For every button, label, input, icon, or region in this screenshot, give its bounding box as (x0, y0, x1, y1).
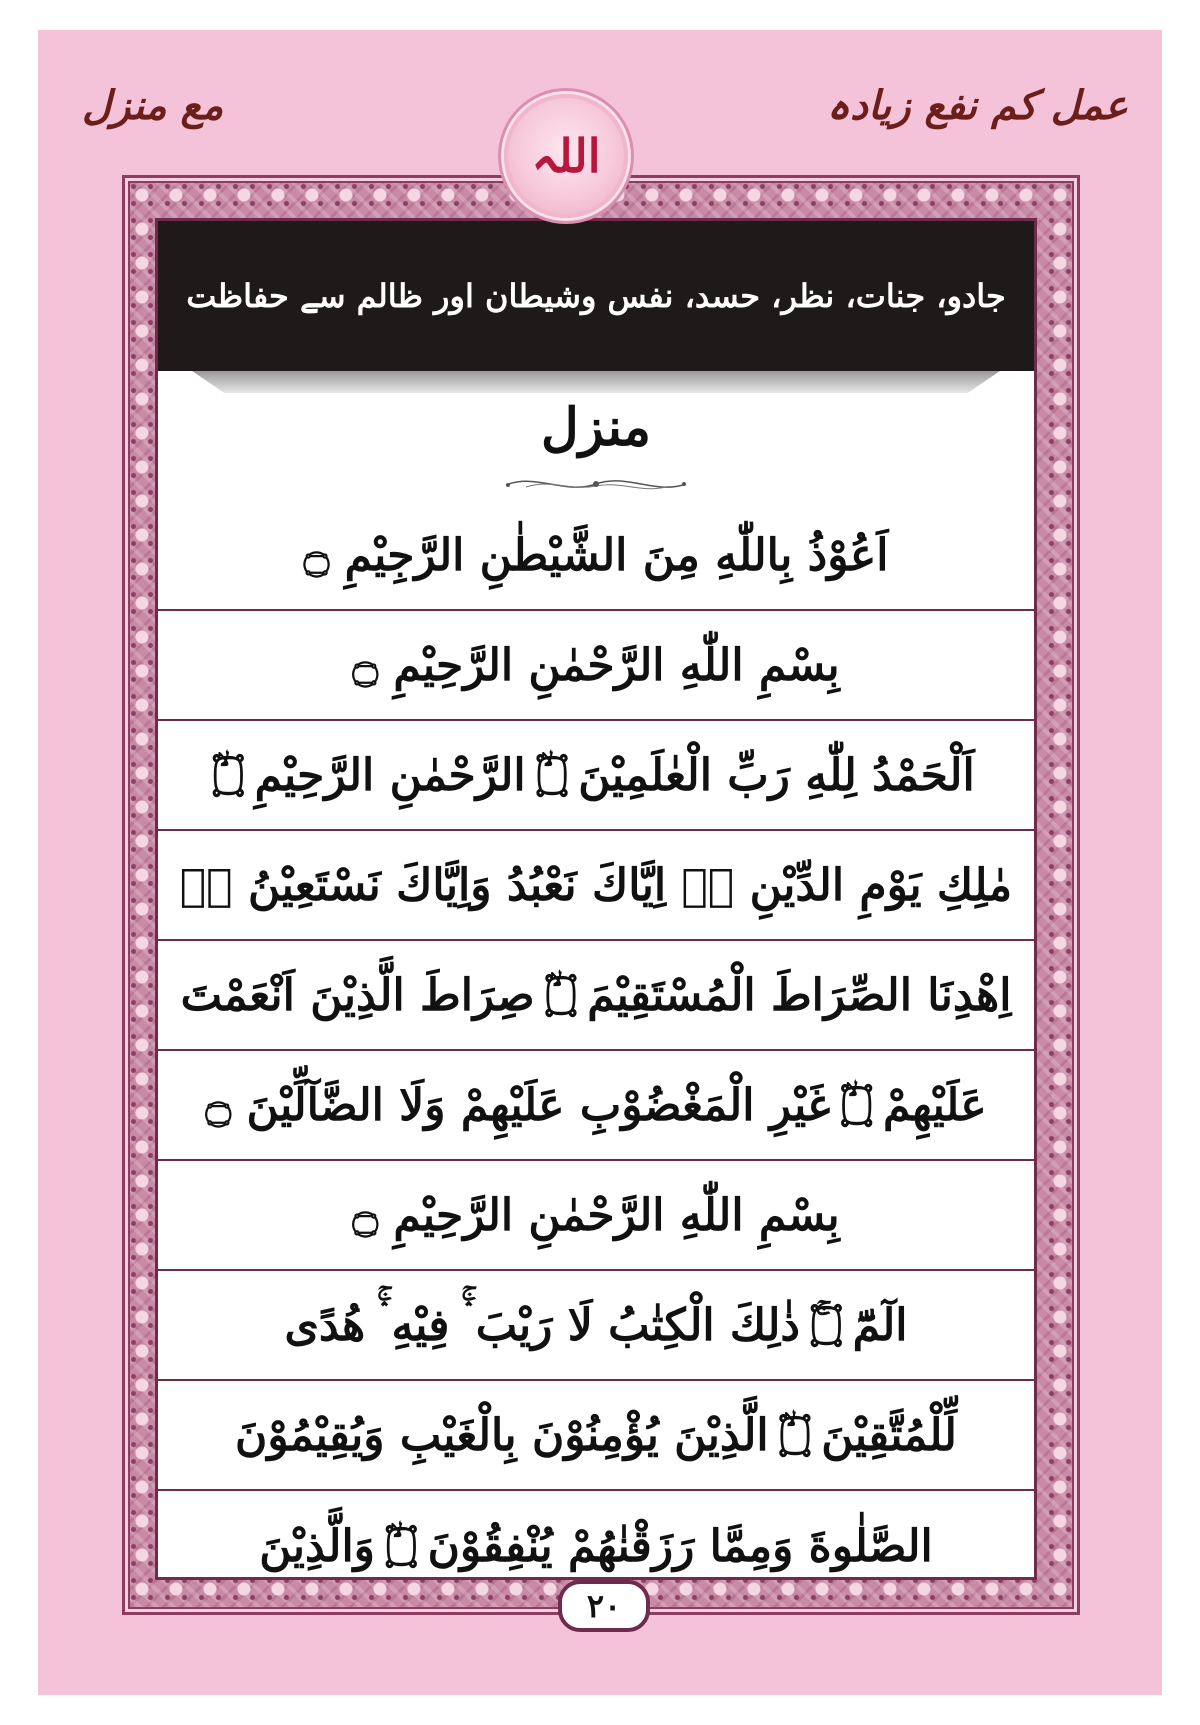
medallion-text: اللہ (531, 129, 601, 183)
verse-line (158, 1491, 1034, 1580)
verse-lines (158, 501, 1034, 1580)
banner-shadow (192, 371, 1000, 393)
banner-title: جادو، جنات، نظر، حسد، نفس وشیطان اور ظالم سے حفاظت (186, 277, 1006, 315)
verse-line (158, 1161, 1034, 1271)
verse-text: اَلْحَمْدُ لِلّٰهِ رَبِّ الْعٰلَمِيْنَ ۝ۙ الرَّحْمٰنِ الرَّحِيْمِ ۝ۙ (217, 749, 975, 801)
verse-line (158, 721, 1034, 831)
verse-line (158, 941, 1034, 1051)
running-head-left: مع منزل (82, 82, 224, 129)
verse-text: لِّلْمُتَّقِيْنَ ۝ۙ الَّذِيْنَ يُؤْمِنُوْنَ بِالْغَيْبِ وَيُقِيْمُوْنَ (235, 1409, 957, 1461)
allah-medallion (504, 94, 628, 218)
verse-text: بِسْمِ اللّٰهِ الرَّحْمٰنِ الرَّحِيْمِ ۝ (352, 1189, 840, 1241)
verse-line (158, 1051, 1034, 1161)
verse-text: عَلَيْهِمْ ۝ۙ غَيْرِ الْمَغْضُوْبِ عَلَيْهِمْ وَلَا الضَّآلِّيْنَ ۝ (205, 1079, 987, 1131)
verse-text: مٰلِكِ يَوْمِ الدِّيْنِ ۝ؕ اِيَّاكَ نَعْبُدُ وَاِيَّاكَ نَسْتَعِيْنُ ۝ؕ (179, 859, 1013, 911)
verse-text: اِهْدِنَا الصِّرَاطَ الْمُسْتَقِيْمَ ۝ۙ صِرَاطَ الَّذِيْنَ اَنْعَمْتَ (180, 969, 1012, 1021)
flourish-ornament-icon (496, 471, 696, 497)
verse-line (158, 1271, 1034, 1381)
verse-text: الصَّلٰوةَ وَمِمَّا رَزَقْنٰهُمْ يُنْفِقُوْنَ ۝ۙ وَالَّذِيْنَ (259, 1520, 933, 1572)
title-banner (158, 221, 1034, 371)
verse-text: اَعُوْذُ بِاللّٰهِ مِنَ الشَّيْطٰنِ الرَّجِيْمِ ۝ (303, 529, 889, 581)
verse-line (158, 611, 1034, 721)
page-number: ۲۰ (558, 1580, 650, 1632)
running-head-right: عمل کم نفع زیادہ (826, 82, 1128, 129)
content-panel (155, 218, 1037, 1580)
verse-line (158, 1381, 1034, 1491)
section-title: منزل (540, 397, 652, 458)
verse-line (158, 831, 1034, 941)
verse-text: بِسْمِ اللّٰهِ الرَّحْمٰنِ الرَّحِيْمِ ۝ (352, 639, 840, 691)
verse-line (158, 501, 1034, 611)
verse-text: الٓمّٓ ۝ۚ ذٰلِكَ الْكِتٰبُ لَا رَيْبَ ۛۚ فِيْهِ ۛۚ هُدًى (284, 1299, 908, 1351)
